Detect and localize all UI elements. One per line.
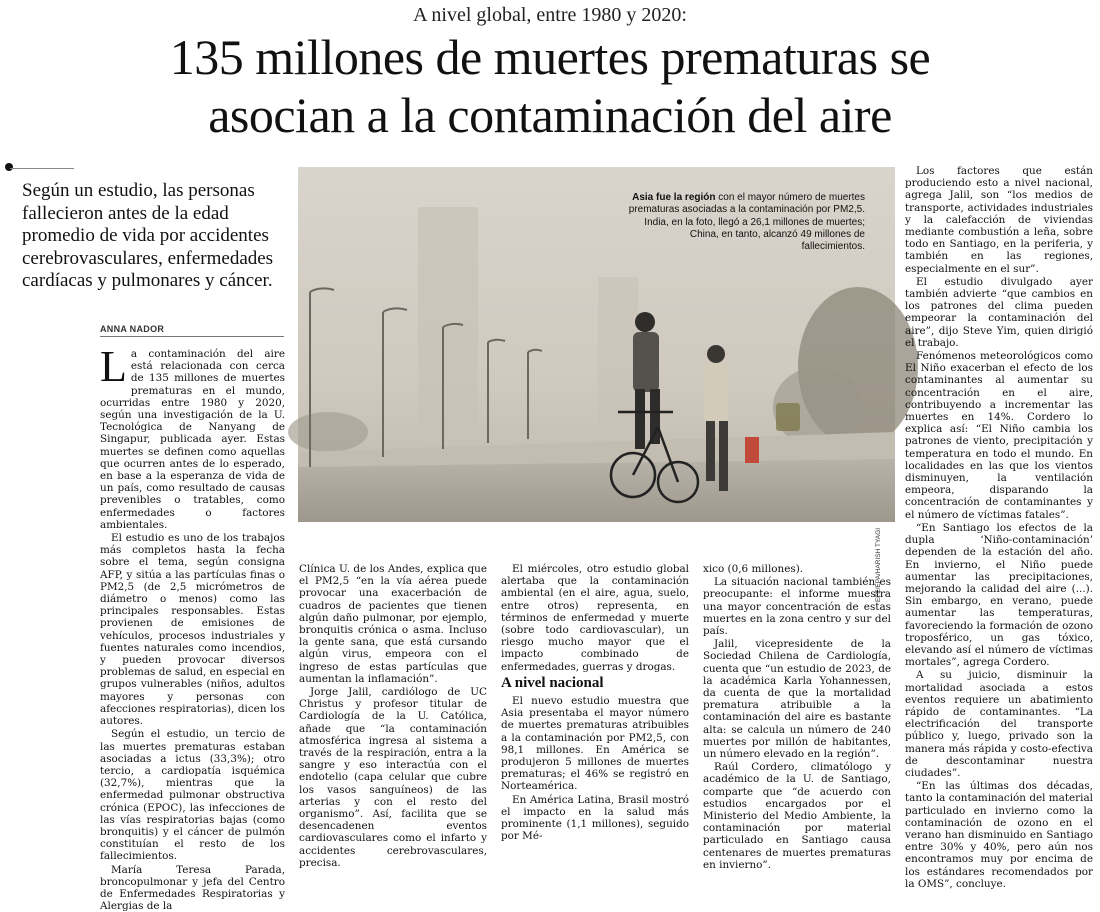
- article-paragraph: El nuevo estudio muestra que Asia presentaba el mayor número de muertes prematuras atribuibles a la contaminación por PM2,5, con 98,1 millones. En América se produjeron 5 millones de muertes prematuras; el 46% se registró en Norteamérica.: [501, 695, 689, 793]
- article-column-5: [905, 165, 1093, 890]
- headline: [20, 28, 1080, 144]
- lede-rule: [10, 168, 74, 169]
- byline: ANNA NADOR: [100, 324, 165, 334]
- article-column-3: [501, 563, 689, 845]
- photo-credit: EFE/EPA/HARISH TYAGI: [875, 528, 882, 603]
- headline-line-1: 135 millones de muertes prematuras se: [169, 29, 931, 85]
- article-paragraph: El estudio es uno de los trabajos más completos hasta la fecha sobre el tema, según consigna AFP, y sitúa a las partículas finas o PM2,5 (de 2,5 micrómetros de diámetro o menos) como las principales responsables. Estas provienen de emisiones de vehículos, procesos industriales y fuentes naturales como incendios, y pueden provocar diversos problemas de salud, en especial en grupos vulnerables (niños, adultos mayores y personas con afecciones respiratorias), dicen los autores.: [100, 532, 285, 728]
- lede: Según un estudio, las personas fallecieron antes de la edad promedio de vida por accidentes cerebrovasculares, enfermedades cardíacas y pulmonares y cáncer.: [22, 180, 274, 291]
- article-paragraph: Clínica U. de los Andes, explica que el PM2,5 “en la vía aérea puede provocar una exacerbación de cuadros de pacientes que tienen algún daño pulmonar, por ejemplo, bronquitis crónica o asma. Incluso la gente sana, que está cursando algún virus, empeora con el ingreso de estas partículas que aumentan la inflamación”.: [299, 563, 487, 685]
- article-paragraph: xico (0,6 millones).: [703, 563, 804, 575]
- bullet-dot: [5, 163, 13, 171]
- article-paragraph: La situación nacional también es preocupante: el informe muestra una mayor concentración de estas muertes en la zona centro y sur del país.: [703, 576, 891, 638]
- article-paragraph: La contaminación del aire está relacionada con cerca de 135 millones de muertes prematuras en el mundo, ocurridas entre 1980 y 2020, según una investigación de la U. Tecnológica de Nanyang de Singapur, publicada ayer. Estas muertes se definen como aquellas que ocurren antes de lo esperado, en base a la esperanza de vida de un país, como resultado de causas prevenibles o tratables, como enfermedades o factores ambientales.: [100, 342, 285, 531]
- article-column-4: [703, 563, 891, 871]
- article-paragraph: Raúl Cordero, climatólogo y académico de la U. de Santiago, comparte que “de acuerdo con estudios encargados por el Ministerio del Medio Ambiente, la contaminación por material particulado en Santiago causa centenares de muertes prematuras en invierno”.: [703, 761, 891, 871]
- article-paragraph: El miércoles, otro estudio global alertaba que la contaminación ambiental (en el aire, agua, suelo, entre otros) representa, en términos de enfermedad y muerte (sobre todo cardiovascular), un riesgo mucho mayor que el impacto combinado de enfermedades, guerras y drogas.: [501, 563, 689, 673]
- article-paragraph: “En las últimas dos décadas, tanto la contaminación del material particulado en invierno como la contaminación de ozono en el verano han disminuido en Santiago entre 30% y 40%, pero aún nos encontramos muy por encima de los estándares recomendados por la OMS”, concluye.: [905, 780, 1093, 890]
- article-paragraph: Fenómenos meteorológicos como El Niño exacerban el efecto de los contaminantes al aumentar su concentración en el aire, contribuyendo a incrementar las muertes en 14%. Cordero lo explica así: “El Niño cambia los patrones de viento, precipitación y temperatura en todo el mundo. En localidades en las que los vientos disminuyen, la ventilación empeora, disparando la concentración de contaminantes y el número de víctimas fatales”.: [905, 350, 1093, 521]
- article-paragraph: Jalil, vicepresidente de la Sociedad Chilena de Cardiología, cuenta que “un estudio de 2023, de la académica Karla Yohannessen, da cuenta de que la mortalidad prematura atribuible a la contaminación del aire es bastante alta: se calcula un número de 240 muertes por millón de habitantes, un número elevado en la región”.: [703, 638, 891, 761]
- byline-rule: [100, 336, 284, 337]
- kicker: A nivel global, entre 1980 y 2020:: [413, 4, 687, 26]
- article-column-2: [299, 563, 487, 869]
- article-paragraph: María Teresa Parada, broncopulmonar y jefa del Centro de Enfermedades Respiratorias y Alergias de la: [100, 863, 285, 912]
- article-column-1: [100, 342, 285, 912]
- article-paragraph: “En Santiago los efectos de la dupla ‘Niño-contaminación’ dependen de la estación del año. En invierno, el Niño puede aumentar las precipitaciones, mejorando la calidad del aire (...). Sin embargo, en verano, puede aumentar las temperaturas, favoreciendo la formación de ozono troposférico, un gas tóxico, elevando así el número de víctimas mortales”, agrega Cordero.: [905, 521, 1093, 669]
- article-paragraph: En América Latina, Brasil mostró el impacto en la salud más prominente (1,1 millones), seguido por Mé-: [501, 793, 689, 843]
- article-paragraph: A su juicio, disminuir la mortalidad asociada a estos eventos requiere un abatimiento rápido de contaminantes. “La electrificación del transporte público y, luego, privado son la manera más rápida y costo-efectiva de descontaminar nuestra ciudades”.: [905, 669, 1093, 779]
- article-paragraph: El estudio divulgado ayer también advierte “que cambios en los patrones del clima pueden empeorar la contaminación del aire”, dijo Steve Yim, quien dirigió el trabajo.: [905, 275, 1093, 349]
- subheading: A nivel nacional: [501, 674, 604, 691]
- article-paragraph: Jorge Jalil, cardiólogo de UC Christus y profesor titular de Cardiología de la U. Católica, añade que “la contaminación atmosférica ingresa al sistema a través de la respiración, entra a la sangre y eso interactúa con el endotelio (capa celular que cubre los vasos sanguíneos) de las arterias y con el resto del organismo”. Así, facilita que se desencadenen eventos cardiovasculares como el infarto y accidentes cerebrovasculares, precisa.: [299, 686, 487, 869]
- article-paragraph: Los factores que están produciendo esto a nivel nacional, agrega Jalil, son “los medios de transporte, actividades industriales y la calefacción de viviendas mediante combustión a leña, sobre todo en Santiago, en la periferia, y también en las regiones, especialmente en el sur”.: [905, 165, 1093, 275]
- headline-line-2: asocian a la contaminación del aire: [208, 87, 892, 143]
- drop-cap: L: [100, 342, 127, 391]
- photo-caption: Asia fue la región con el mayor número de muertes prematuras asociadas a la contaminación por PM2,5. India, en la foto, llegó a 26,1 millones de muertes; China, en tanto, alcanzó 49 millones de fallecimientos.: [628, 192, 865, 253]
- article-paragraph: Según el estudio, un tercio de las muertes prematuras estaban asociadas a ictus (33,3%); otro tercio, a cardiopatía isquémica (32,7%), mientras que la enfermedad pulmonar obstructiva crónica (EPOC), las infecciones de las vías respiratorias bajas (como bronquitis) y el cáncer de pulmón constituían el resto de los fallecimientos.: [100, 728, 285, 863]
